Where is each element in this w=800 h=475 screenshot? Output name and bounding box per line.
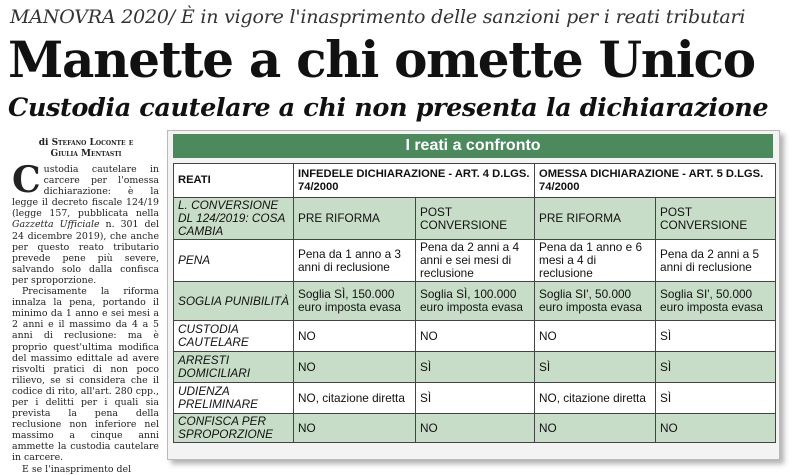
table-cell: NO: [416, 321, 535, 352]
table-cell: NO: [656, 414, 776, 443]
table-cell: SÌ: [535, 352, 656, 383]
comparison-table: [173, 163, 776, 443]
table-cell: SÌ: [416, 383, 535, 414]
header-infedele: INFEDELE DICHIARAZIONE - ART. 4 D.LGS. 74/2000: [294, 164, 535, 198]
article-body: [12, 159, 159, 475]
byline-author-1: [12, 138, 160, 149]
row-label: L. CONVERSIONE DL 124/2019: COSA CAMBIA: [174, 198, 294, 240]
table-cell: NO, citazione diretta: [294, 383, 416, 414]
table-cell: NO: [294, 321, 416, 352]
byline-author-1-name: Stefano Loconte e: [51, 138, 134, 148]
table-cell: POST CONVERSIONE: [656, 198, 776, 240]
byline-prefix: di: [38, 138, 49, 148]
table-cell: NO: [416, 414, 535, 443]
headline: Manette a chi omette Unico: [8, 30, 755, 89]
table-cell: Soglia SÌ, 100.000 euro imposta evasa: [416, 282, 535, 321]
table-cell: Pena da 1 anno a 3 anni di reclusione: [294, 240, 416, 282]
table-cell: PRE RIFORMA: [535, 198, 656, 240]
drop-cap: C: [12, 159, 41, 201]
table-cell: NO: [535, 321, 656, 352]
row-label: PENA: [174, 240, 294, 282]
table-cell: Soglia SÌ, 150.000 euro imposta evasa: [294, 282, 416, 321]
table-cell: Pena da 1 anno e 6 mesi a 4 di reclusione: [535, 240, 656, 282]
article-text-italic: Gazzetta Ufficiale: [12, 219, 100, 231]
table-row: [174, 240, 776, 282]
table-cell: NO: [294, 414, 416, 443]
table-header-row: [174, 164, 776, 198]
article-text: ustodia cautelare in carcere per l'omessa dichiarazione: è la legge il decreto fiscale 124/19 (legge 157, pubblicata nella: [12, 164, 159, 220]
table-cell: SÌ: [416, 352, 535, 383]
header-omessa: OMESSA DICHIARAZIONE - ART. 5 D.LGS. 74/2000: [535, 164, 776, 198]
table-row: [174, 414, 776, 443]
row-label: SOGLIA PUNIBILITÀ: [174, 282, 294, 321]
row-label: UDIENZA PRELIMINARE: [174, 383, 294, 414]
kicker: MANOVRA 2020/ È in vigore l'inasprimento delle sanzioni per i reati tributari: [10, 6, 746, 28]
row-label: CONFISCA PER SPROPORZIONE: [174, 414, 294, 443]
table-cell: NO: [535, 414, 656, 443]
table-cell: Soglia SI', 50.000 euro imposta evasa: [656, 282, 776, 321]
table-cell: NO: [294, 352, 416, 383]
article-paragraph: E se l'inasprimento del: [22, 463, 132, 475]
table-row: [174, 198, 776, 240]
table-cell: SÌ: [656, 352, 776, 383]
table-cell: PRE RIFORMA: [294, 198, 416, 240]
table-cell: Pena da 2 anni a 5 anni di reclusione: [656, 240, 776, 282]
row-label: CUSTODIA CAUTELARE: [174, 321, 294, 352]
subheadline: Custodia cautelare a chi non presenta la dichiarazione: [8, 93, 769, 123]
comparison-title: I reati a confronto: [173, 134, 773, 158]
table-row: [174, 282, 776, 321]
table-row: [174, 352, 776, 383]
table-row: [174, 321, 776, 352]
article-text: n. 301 del 24 dicembre 2019), che anche per questo reato tributario prevede pene più severe, salvando solo dalla confisca per sproporzione.: [12, 219, 159, 286]
table-cell: Soglia SI', 50.000 euro imposta evasa: [535, 282, 656, 321]
header-reati: REATI: [174, 164, 294, 198]
table-cell: NO, citazione diretta: [535, 383, 656, 414]
table-cell: SÌ: [656, 383, 776, 414]
table-cell: POST CONVERSIONE: [416, 198, 535, 240]
byline-author-2: Giulia Mentasti: [50, 149, 122, 159]
table-cell: Pena da 2 anni a 4 anni e sei mesi di reclusione: [416, 240, 535, 282]
comparison-box: [167, 130, 780, 460]
article-paragraph: [12, 159, 159, 286]
table-row: [174, 383, 776, 414]
row-label: ARRESTI DOMICILIARI: [174, 352, 294, 383]
byline: [12, 138, 160, 160]
table-cell: SÌ: [656, 321, 776, 352]
article-paragraph: Precisamente la riforma innalza la pena, portando il minimo da 1 anno e sei mesi a 2 anni e il massimo da 4 a 5 anni di reclusione: ma è proprio quest'ultima modifica del massimo edittale ad avere risvolti pratici di non poco rilievo, se si considera che il codice di rito, all'art. 280 cpp., per i delitti per i quali sia prevista la pena della reclusione non inferiore nel massimo a cinque anni ammette la custodia cautelare in carcere.: [12, 286, 159, 464]
